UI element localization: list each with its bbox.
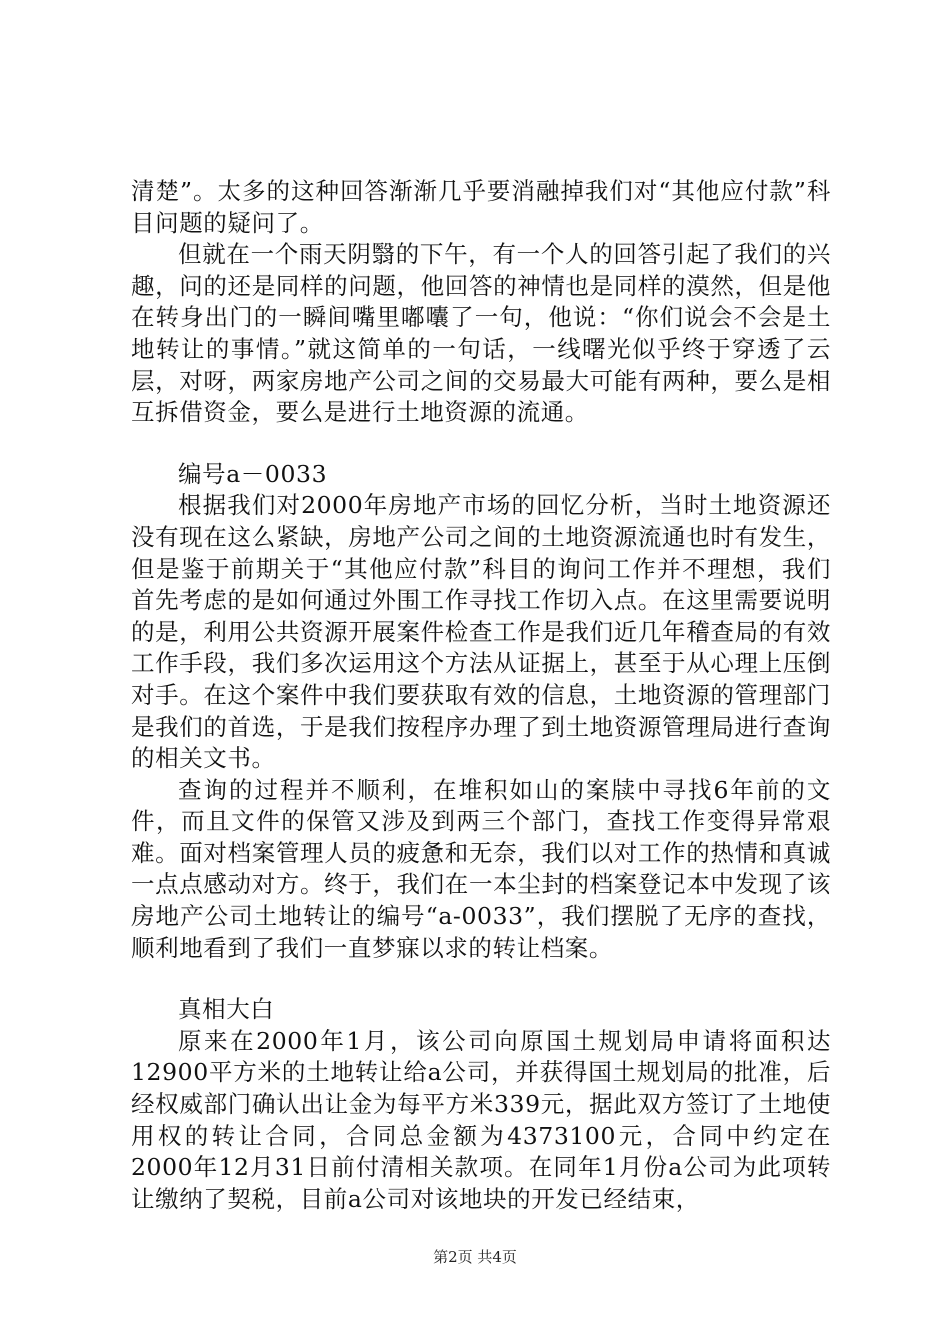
- paragraph: 但就在一个雨天阴翳的下午，有一个人的回答引起了我们的兴趣，问的还是同样的问题，他回答的神情也是同样的漠然，但是他在转身出门的一瞬间嘴里嘟囔了一句，他说：“你们说会不会是土地转让的事情。”就这简单的一句话，一线曙光似乎终于穿透了云层，对呀，两家房地产公司之间的交易最大可能有两种，要么是相互拆借资金，要么是进行土地资源的流通。: [131, 240, 831, 427]
- paragraph-continued: 清楚”。太多的这种回答渐渐几乎要消融掉我们对“其他应付款”科目问题的疑问了。: [131, 177, 831, 237]
- section-gap: [131, 429, 831, 459]
- body-text: [131, 176, 831, 1215]
- section-gap: [131, 964, 831, 994]
- paragraph: 根据我们对2000年房地产市场的回忆分析，当时土地资源还没有现在这么紧缺，房地产公司之间的土地资源流通也时有发生，但是鉴于前期关于“其他应付款”科目的询问工作并不理想，我们首先考虑的是如何通过外围工作寻找工作切入点。在这里需要说明的是，利用公共资源开展案件检查工作是我们近几年稽查局的有效工作手段，我们多次运用这个方法从证据上，甚至于从心理上压倒对手。在这个案件中我们要获取有效的信息，土地资源的管理部门是我们的首选，于是我们按程序办理了到土地资源管理局进行查询的相关文书。: [131, 491, 831, 773]
- paragraph: 原来在2000年1月，该公司向原国土规划局申请将面积达12900平方米的土地转让给a公司，并获得国土规划局的批准，后经权威部门确认出让金为每平方米339元，据此双方签订了土地使用权的转让合同，合同总金额为4373100元，合同中约定在2000年12月31日前付清相关款项。在同年1月份a公司为此项转让缴纳了契税，目前a公司对该地块的开发已经结束，: [131, 1026, 831, 1213]
- section-heading: 编号a－0033: [178, 459, 328, 488]
- section-heading: 真相大白: [178, 995, 275, 1024]
- page-number-footer: 第2页 共4页: [433, 1248, 517, 1266]
- paragraph: 查询的过程并不顺利，在堆积如山的案牍中寻找6年前的文件，而且文件的保管又涉及到两三个部门，查找工作变得异常艰难。面对档案管理人员的疲惫和无奈，我们以对工作的热情和真诚一点点感动对方。终于，我们在一本尘封的档案登记本中发现了该房地产公司土地转让的编号“a-0033”，我们摆脱了无序的查找，顺利地看到了我们一直梦寐以求的转让档案。: [131, 775, 831, 962]
